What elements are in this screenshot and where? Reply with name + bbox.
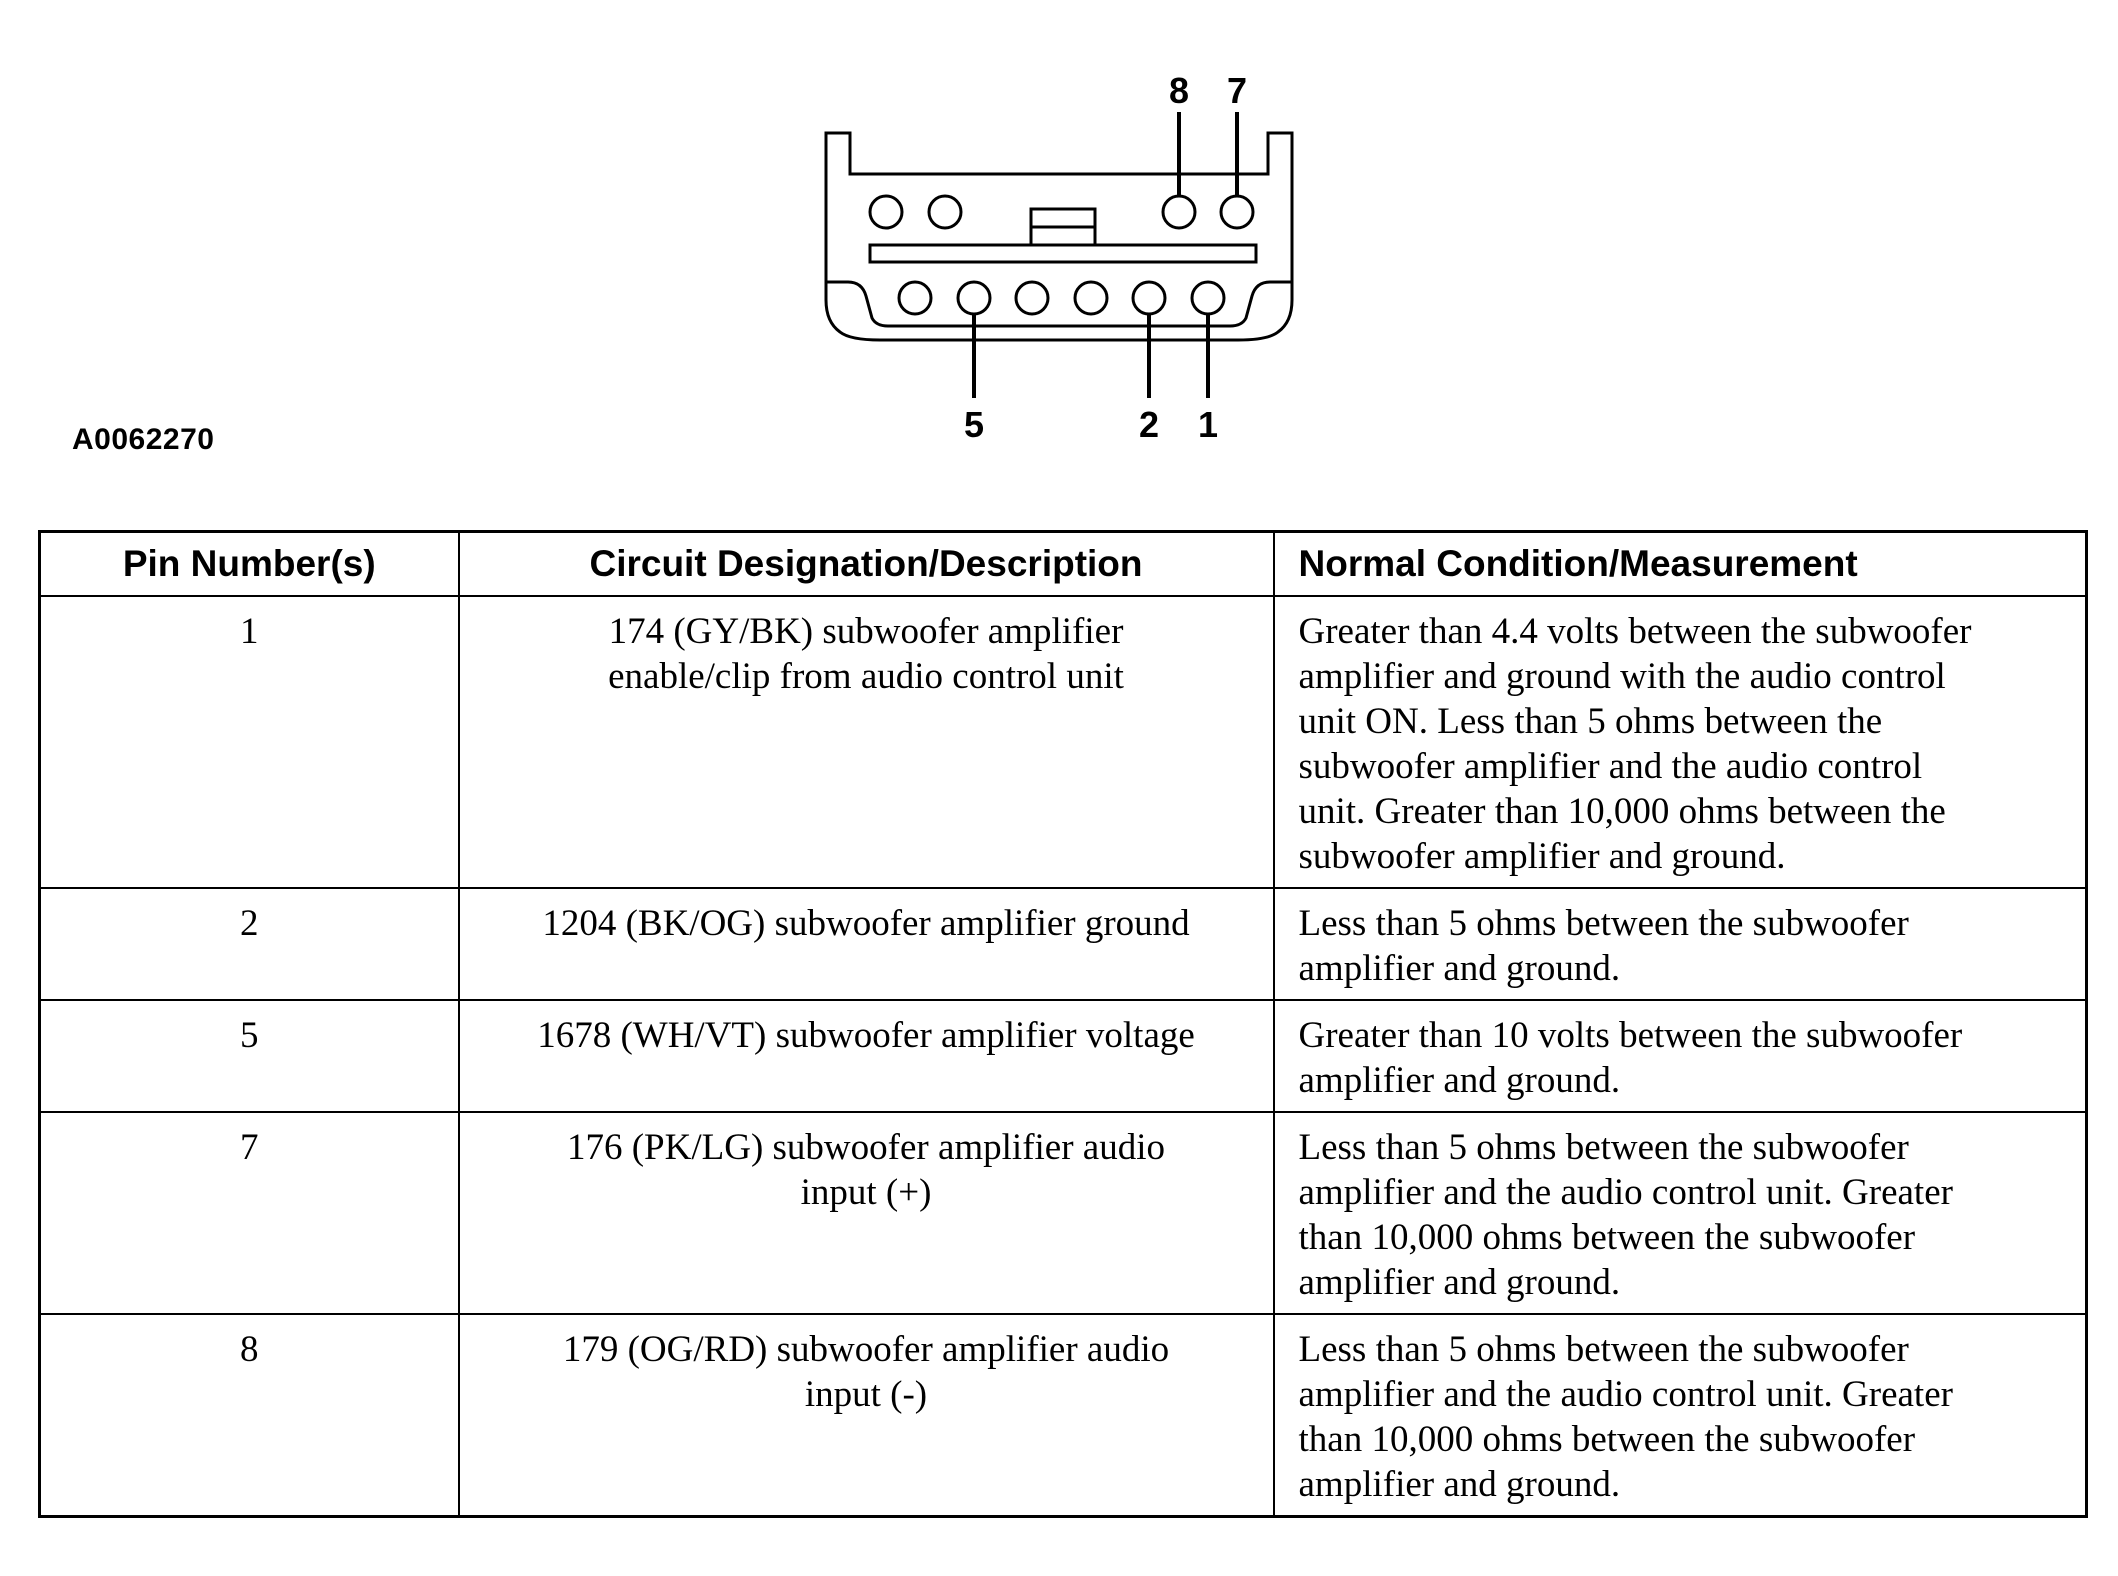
pin-cavity-top-2 (929, 196, 961, 228)
cell-circuit-description: 1678 (WH/VT) subwoofer amplifier voltage (459, 1000, 1274, 1112)
pin-cavity-bottom-4 (1075, 282, 1107, 314)
pin-label-5: 5 (963, 404, 985, 445)
pin-table (38, 530, 2088, 1518)
cell-normal-condition: Greater than 10 volts between the subwoofer amplifier and ground. (1274, 1000, 2087, 1112)
pin-cavity-top-1 (870, 196, 902, 228)
table-header-row (40, 532, 2087, 597)
header-pin-number: Pin Number(s) (40, 532, 459, 597)
cell-circuit-description: 179 (OG/RD) subwoofer amplifier audio input (-) (459, 1314, 1274, 1517)
pin-cavity-8 (1163, 196, 1195, 228)
pin-cavity-1 (1192, 282, 1224, 314)
connector-diagram (0, 0, 2118, 470)
connector-housing (826, 133, 1292, 340)
pin-label-7: 7 (1226, 70, 1248, 111)
pin-label-1: 1 (1197, 404, 1219, 445)
figure-id: A0062270 (72, 423, 215, 456)
pin-cavity-2 (1133, 282, 1165, 314)
table-row (40, 1000, 2087, 1112)
header-circuit-description: Circuit Designation/Description (459, 532, 1274, 597)
pin-cavity-5 (958, 282, 990, 314)
cell-pin-number: 5 (40, 1000, 459, 1112)
table-row (40, 1314, 2087, 1517)
cell-pin-number: 1 (40, 596, 459, 888)
connector-key-rail (870, 245, 1256, 262)
cell-normal-condition: Less than 5 ohms between the subwoofer amplifier and the audio control unit. Greater than 10,000 ohms between the subwoofer amplifier and ground. (1274, 1112, 2087, 1314)
pin-cavity-bottom-3 (1016, 282, 1048, 314)
cell-normal-condition: Less than 5 ohms between the subwoofer amplifier and ground. (1274, 888, 2087, 1000)
cell-normal-condition: Less than 5 ohms between the subwoofer amplifier and the audio control unit. Greater than 10,000 ohms between the subwoofer amplifier and ground. (1274, 1314, 2087, 1517)
cell-pin-number: 8 (40, 1314, 459, 1517)
header-normal-condition: Normal Condition/Measurement (1274, 532, 2087, 597)
pin-cavity-bottom-1 (899, 282, 931, 314)
table-row (40, 888, 2087, 1000)
cell-pin-number: 7 (40, 1112, 459, 1314)
table-row (40, 1112, 2087, 1314)
cell-circuit-description: 1204 (BK/OG) subwoofer amplifier ground (459, 888, 1274, 1000)
cell-circuit-description: 174 (GY/BK) subwoofer amplifier enable/clip from audio control unit (459, 596, 1274, 888)
cell-circuit-description: 176 (PK/LG) subwoofer amplifier audio input (+) (459, 1112, 1274, 1314)
pin-label-2: 2 (1138, 404, 1160, 445)
cell-pin-number: 2 (40, 888, 459, 1000)
table-row (40, 596, 2087, 888)
pin-label-8: 8 (1168, 70, 1190, 111)
cell-normal-condition: Greater than 4.4 volts between the subwoofer amplifier and ground with the audio control unit ON. Less than 5 ohms between the subwoofer amplifier and the audio control unit. Greater than 10,000 ohms between the subwoofer amplifier and ground. (1274, 596, 2087, 888)
pin-cavity-7 (1221, 196, 1253, 228)
